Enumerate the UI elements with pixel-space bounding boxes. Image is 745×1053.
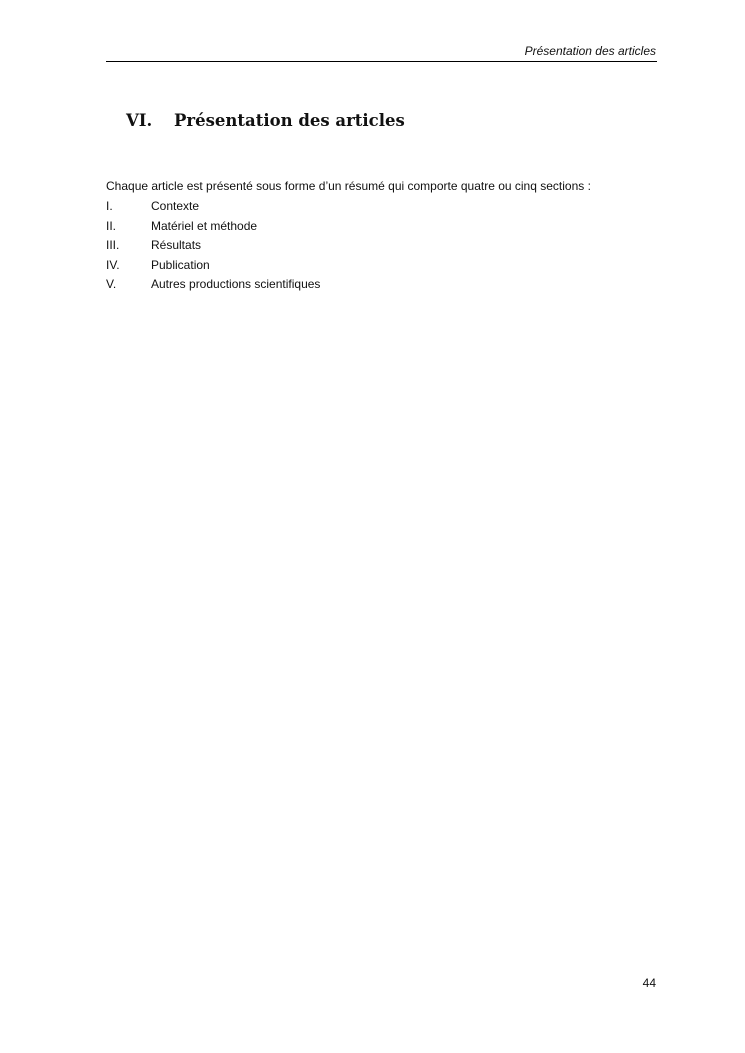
- section-heading-number: VI.: [126, 111, 153, 130]
- list-item-label: Autres productions scientifiques: [151, 277, 321, 291]
- list-item-label: Résultats: [151, 238, 202, 252]
- header-rule: [106, 61, 657, 62]
- page-number: 44: [642, 976, 656, 990]
- list-item-numeral: IV.: [106, 257, 120, 272]
- list-item-label: Publication: [151, 257, 210, 272]
- list-item-numeral: I.: [106, 199, 113, 213]
- list-item-label: Contexte: [151, 199, 200, 213]
- list-item-numeral: III.: [106, 238, 120, 252]
- intro-paragraph: Chaque article est présenté sous forme d’un résumé qui comporte quatre ou cinq sections :: [106, 179, 591, 193]
- running-header: Présentation des articles: [524, 44, 656, 58]
- list-item-numeral: II.: [106, 218, 117, 233]
- list-item-label: Matériel et méthode: [151, 218, 258, 233]
- list-item-numeral: V.: [106, 277, 117, 291]
- section-heading-title: Présentation des articles: [174, 111, 405, 130]
